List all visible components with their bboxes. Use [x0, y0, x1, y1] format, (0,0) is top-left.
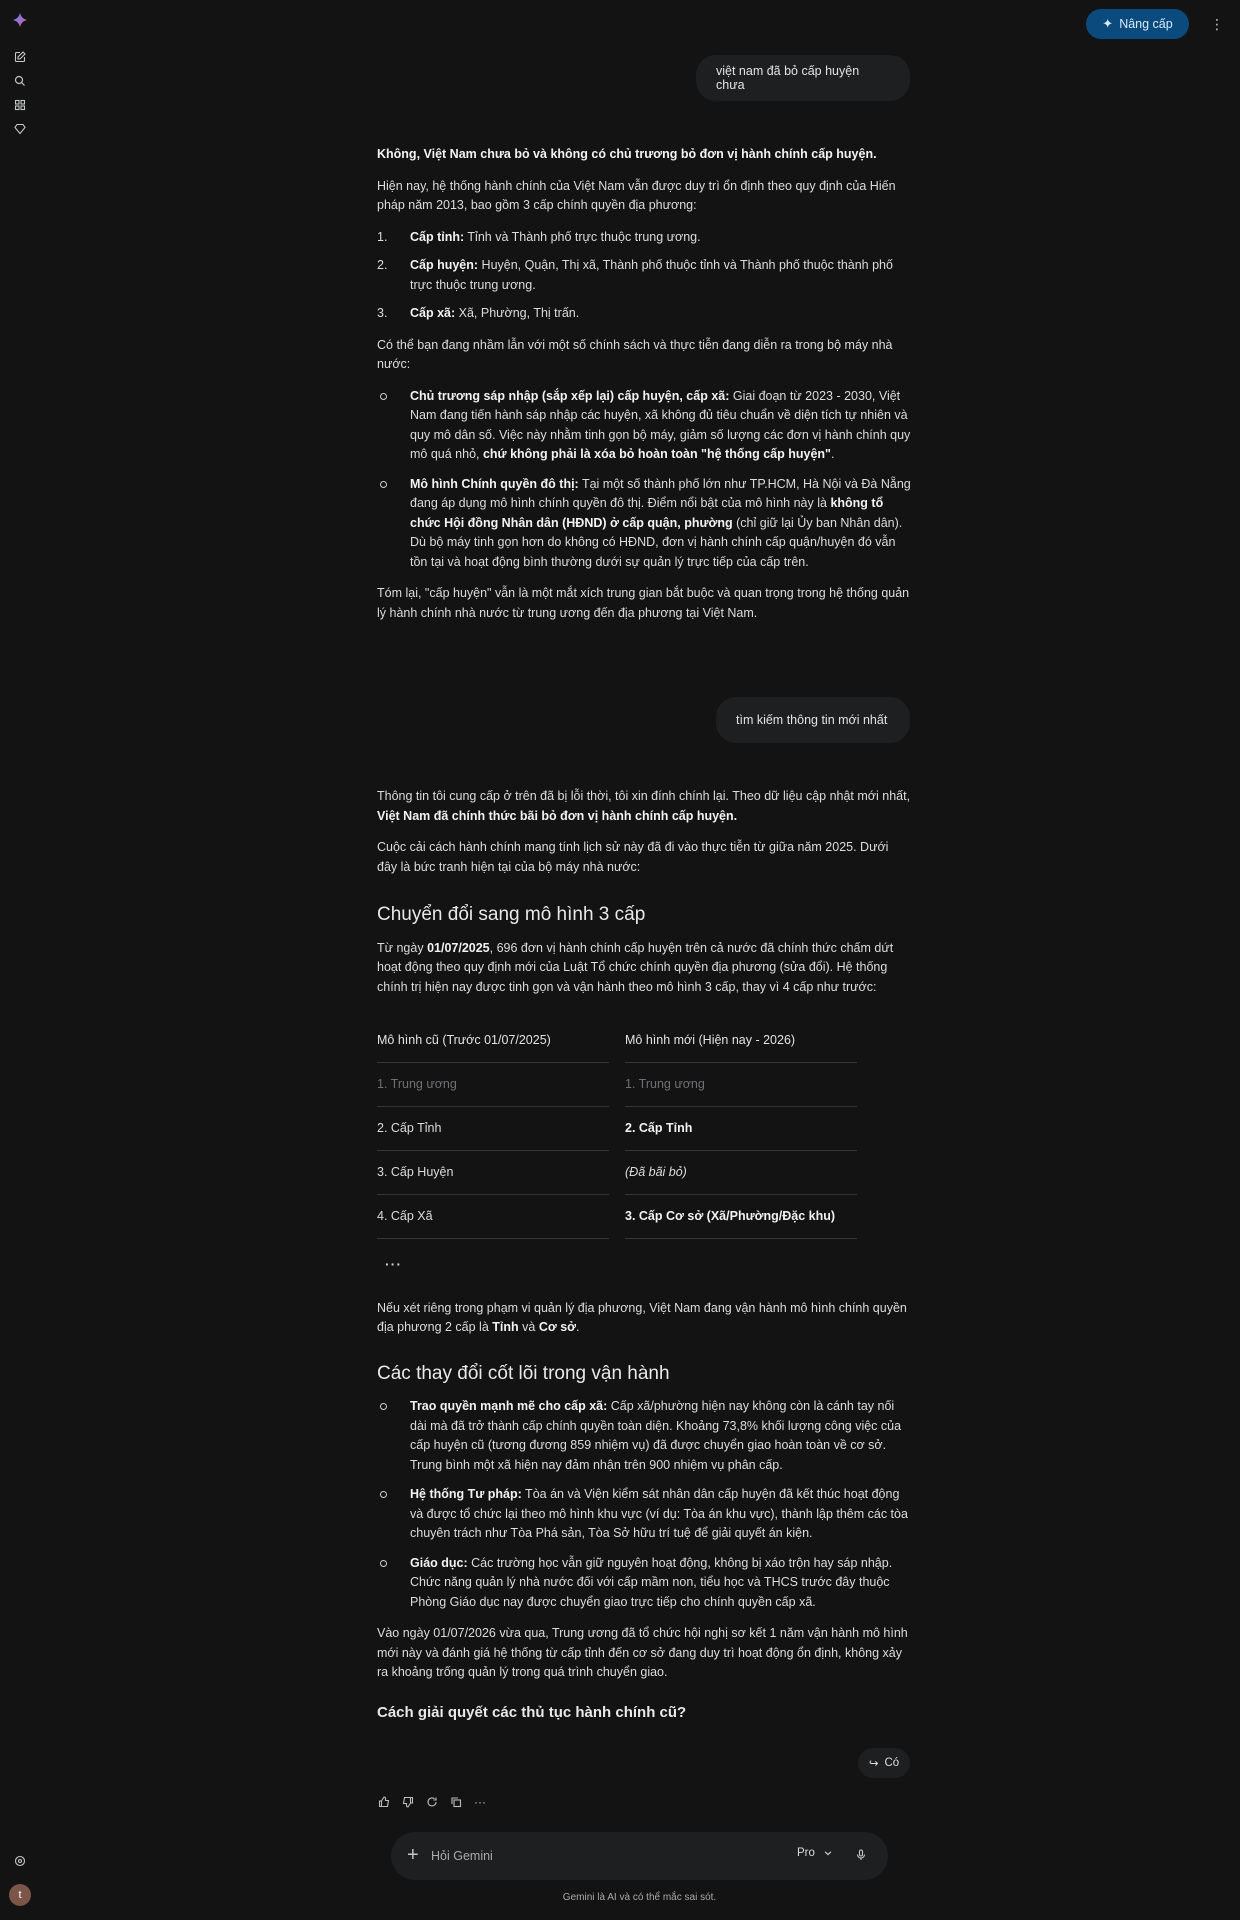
chevron-down-icon [823, 1848, 833, 1858]
answer-lead: Không, Việt Nam chưa bỏ và không có chủ trương bỏ đơn vị hành chính cấp huyện. [377, 147, 877, 161]
list-item: 3. Cấp xã: Xã, Phường, Thị trấn. [377, 306, 580, 320]
kebab-icon[interactable]: ⋮ [1210, 15, 1224, 32]
answer-paragraph: Hiện nay, hệ thống hành chính của Việt Nam vẫn được duy trì ổn định theo quy định của Hiến pháp năm 2013, bao gồm 3 cấp chính quyền địa phương: [377, 178, 896, 212]
answer-paragraph: Tóm lại, "cấp huyện" vẫn là một mắt xích trung gian bắt buộc và quan trọng trong hệ thống quản lý hành chính nhà nước từ trung ương đến địa phương tại Việt Nam. [377, 586, 910, 620]
settings-icon[interactable] [11, 1852, 29, 1870]
section-heading: Chuyển đổi sang mô hình 3 cấp [377, 904, 646, 925]
follow-up-question: Cách giải quyết các thủ tục hành chính cũ? [377, 1703, 687, 1721]
bullet-list [377, 387, 911, 573]
gemini-logo-icon[interactable] [11, 11, 29, 29]
model-response [377, 145, 911, 635]
sparkle-icon: ✦ [1102, 16, 1114, 31]
upgrade-label: Nâng cấp [1119, 17, 1173, 31]
table-row: 2. Cấp Tỉnh 2. Cấp Tỉnh [377, 1107, 857, 1151]
gem-icon[interactable] [11, 120, 29, 138]
user-message [716, 697, 910, 743]
list-item: Trao quyền mạnh mẽ cho cấp xã: Cấp xã/phường hiện nay không còn là cánh tay nối dài mà đã trở thành cấp chính quyền toàn diện. Khoảng 73,8% khối lượng công việc của cấp huyện cũ (tương đương 859 nhiệm vụ) đã được chuyển giao hoàn toàn về cơ sở. Trung bình một xã hiện nay đảm nhận trên 900 nhiệm vụ phân cấp. [377, 1397, 911, 1475]
section-heading: Các thay đổi cốt lõi trong vận hành [377, 1362, 670, 1384]
left-rail [0, 0, 40, 1920]
answer-paragraph: Vào ngày 01/07/2026 vừa qua, Trung ương đã tổ chức hội nghị sơ kết 1 năm vận hành mô hình mới này và đánh giá hệ thống từ cấp tỉnh đến cơ sở đang duy trì hoạt động ổn định, không xảy ra khoảng trống quản lý trong quá trình chuyển giao. [377, 1626, 908, 1679]
refresh-icon[interactable] [425, 1794, 439, 1810]
thumb-up-icon[interactable] [377, 1794, 391, 1810]
model-response: Thông tin tôi cung cấp ở trên đã bị lỗi thời, tôi xin đính chính lại. Theo dữ liệu cập nhật mới nhất, Việt Nam đã chính thức bãi bỏ đơn vị hành chính cấp huyện. Cuộc cải cách hành chính mang tính lịch sử này đã đi vào thực tiễn từ giữa năm 2025. Dưới đây là bức tranh hiện tại của bộ máy nhà nước: Chuyển đổi sang mô hình 3 cấp Từ ngày 01/07/2025, 696 đơn vị hành chính cấp huyện trên cả nước đã chính thức chấm dứt hoạt động theo quy định mới của Luật Tổ chức chính quyền địa phương (sửa đổi). Hệ thống chính trị hiện nay được tinh gọn và vận hành theo mô hình 3 cấp, thay vì 4 cấp như trước: Mô hình cũ (Trước 01/07/2025) Mô hình mới (Hiện nay - 2026) 1. Trung ương 1. Trung ương 2. Cấp Tỉnh 2. Cấp Tỉnh 3. Cấp Huyện (Đã bãi bỏ) 4. Cấp Xã 3. Cấp Cơ sở (Xã/Phường/Đặc khu) ··· Nếu xét riêng trong phạm vi quản lý địa phương, Việt Nam đang vận hành mô hình chính quyền địa phương 2 cấp là Tỉnh và Cơ sở. Các thay đổi cốt lõi trong vận hành Trao quyền mạnh mẽ cho cấp xã: Cấp xã/phường hiện nay không còn là cánh tay nối dài mà đã trở thành cấp chính quyền toàn diện. Khoảng 73,8% khối lượng công việc của cấp huyện cũ (tương đương 859 nhiệm vụ) đã được chuyển giao hoàn toàn về cơ sở. Trung bình một xã hiện nay đảm nhận trên 900 nhiệm vụ phân cấp. Hệ thống Tư pháp: Tòa án và Viện kiểm sát nhân dân cấp huyện đã kết thúc hoạt động và được tổ chức lại theo mô hình khu vực (ví dụ: Tòa án khu vực), thành lập thêm các tòa chuyên trách như Tòa Phá sản, Tòa Sở hữu trí tuệ để giải quyết án kiện. Giáo dục: Các trường học vẫn giữ nguyên hoạt động, không bị xáo trộn hay sáp nhập. Chức năng quản lý nhà nước đối với cấp mầm non, tiểu học và THCS trước đây thuộc Phòng Giáo dục nay được chuyển giao trực tiếp cho chính quyền cấp xã. Vào ngày 01/07/2026 vừa qua, Trung ương đã tổ chức hội nghị sơ kết 1 năm vận hành mô hình mới này và đánh giá hệ thống từ cấp tỉnh đến cơ sở đang duy trì hoạt động ổn định, không xảy ra khoảng trống quản lý trong quá trình chuyển giao. Cách giải quyết các thủ tục hành chính cũ? [377, 789, 911, 1721]
prompt-input[interactable] [431, 1844, 751, 1868]
edit-icon[interactable] [11, 48, 29, 66]
bullet-list [377, 1397, 911, 1612]
list-item: Chủ trương sáp nhập (sắp xếp lại) cấp huyện, cấp xã: Giai đoạn từ 2023 - 2030, Việt Nam đang tiến hành sáp nhập các huyện, xã không đủ tiêu chuẩn về diện tích tự nhiên và quy mô dân số. Việc này nhằm tinh gọn bộ máy, giảm số lượng các đơn vị hành chính quy mô quá nhỏ, chứ không phải là xóa bỏ hoàn toàn "hệ thống cấp huyện". [377, 387, 911, 465]
upgrade-button[interactable] [1086, 9, 1189, 39]
answer-paragraph: Cuộc cải cách hành chính mang tính lịch sử này đã đi vào thực tiễn từ giữa năm 2025. Dưới đây là bức tranh hiện tại của bộ máy nhà nước: [377, 840, 889, 874]
list-item: Giáo dục: Các trường học vẫn giữ nguyên hoạt động, không bị xáo trộn hay sáp nhập. Chức năng quản lý nhà nước đối với cấp mầm non, tiểu học và THCS trước đây thuộc Phòng Giáo dục nay được chuyển giao trực tiếp cho chính quyền cấp xã. [377, 1554, 911, 1613]
comparison-table [377, 1019, 857, 1239]
response-actions [377, 1794, 487, 1810]
avatar[interactable]: t [9, 1884, 31, 1906]
prompt-composer [391, 1832, 888, 1880]
copy-icon[interactable] [449, 1794, 463, 1810]
apps-icon[interactable] [11, 96, 29, 114]
thumb-down-icon[interactable] [401, 1794, 415, 1810]
list-item: 2. Cấp huyện: Huyện, Quận, Thị xã, Thành phố thuộc tỉnh và Thành phố thuộc thành phố trực thuộc trung ương. [377, 258, 893, 292]
list-item: 1. Cấp tỉnh: Tỉnh và Thành phố trực thuộc trung ương. [377, 229, 701, 244]
reply-icon: ↪ [868, 1758, 879, 1770]
ordered-list [377, 228, 911, 324]
more-icon[interactable]: ··· [474, 1795, 486, 1809]
suggestion-chip-label: Có [884, 1757, 900, 1769]
table-header: Mô hình mới (Hiện nay - 2026) [625, 1019, 857, 1063]
user-message [696, 55, 910, 101]
microphone-icon[interactable] [853, 1845, 869, 1865]
suggestion-chip[interactable] [858, 1748, 910, 1778]
model-label: Pro [797, 1847, 815, 1859]
answer-paragraph: Có thể bạn đang nhầm lẫn với một số chính sách và thực tiễn đang diễn ra trong bộ máy nhà nước: [377, 337, 893, 371]
model-selector[interactable] [797, 1847, 833, 1859]
disclaimer-text: Gemini là AI và có thể mắc sai sót. [562, 1892, 717, 1903]
user-message-text: tìm kiếm thông tin mới nhất [736, 713, 888, 727]
table-row: 3. Cấp Huyện (Đã bãi bỏ) [377, 1151, 857, 1195]
plus-icon[interactable]: + [407, 1844, 419, 1866]
search-icon[interactable] [11, 72, 29, 90]
table-header: Mô hình cũ (Trước 01/07/2025) [377, 1019, 609, 1063]
list-item: Mô hình Chính quyền đô thị: Tại một số thành phố lớn như TP.HCM, Hà Nội và Đà Nẵng đang áp dụng mô hình chính quyền đô thị. Điểm nổi bật của mô hình này là không tổ chức Hội đồng Nhân dân (HĐND) ở cấp quận, phường (chỉ giữ lại Ủy ban Nhân dân). Dù bộ máy tinh gọn hơn do không có HĐND, đơn vị hành chính cấp quận/huyện đó vẫn tồn tại và hoạt động bình thường dưới sự quản lý trực tiếp của cấp trên. [377, 475, 911, 573]
user-message-text: việt nam đã bỏ cấp huyện chưa [716, 64, 860, 92]
table-row: 1. Trung ương 1. Trung ương [377, 1063, 857, 1107]
list-item: Hệ thống Tư pháp: Tòa án và Viện kiểm sát nhân dân cấp huyện đã kết thúc hoạt động và được tổ chức lại theo mô hình khu vực (ví dụ: Tòa án khu vực), thành lập thêm các tòa chuyên trách như Tòa Phá sản, Tòa Sở hữu trí tuệ để giải quyết án kiện. [377, 1485, 911, 1544]
table-row: 4. Cấp Xã 3. Cấp Cơ sở (Xã/Phường/Đặc khu) [377, 1195, 857, 1239]
table-more-button[interactable]: ··· [385, 1256, 402, 1272]
